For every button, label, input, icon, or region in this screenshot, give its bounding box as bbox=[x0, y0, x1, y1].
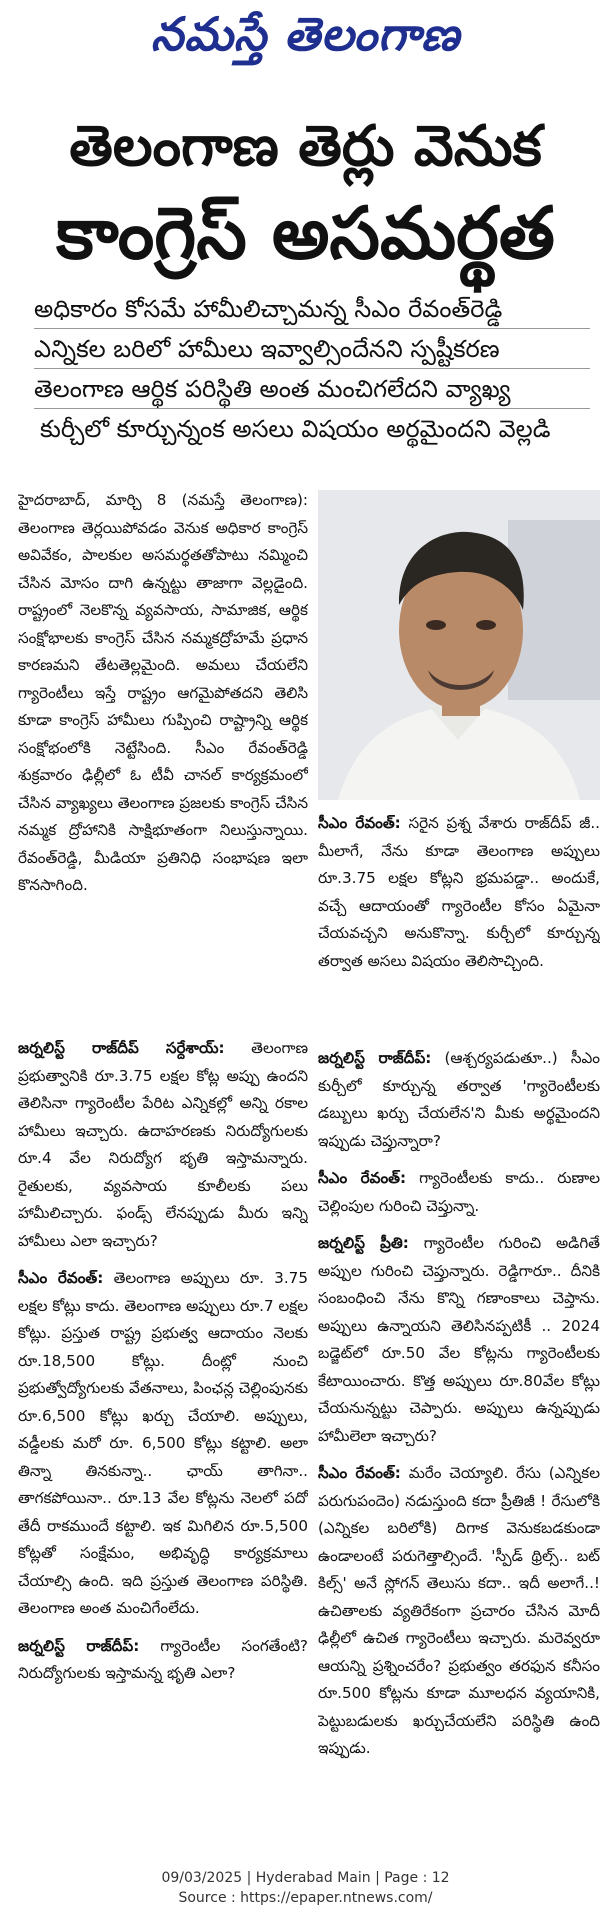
speaker-label: సీఎం రేవంత్: bbox=[18, 1269, 104, 1287]
speaker-label: జర్నలిస్ట్ ప్రీతి: bbox=[318, 1234, 409, 1252]
qa-text: గ్యారెంటీలకు కాదు.. రుణాల చెల్లింపుల గురించి చెప్తున్నా. bbox=[318, 1169, 600, 1215]
speaker-label: జర్నలిస్ట్ రాజ్‌దీప్: bbox=[318, 1049, 432, 1067]
answer-block bbox=[318, 810, 600, 975]
qa-text: (ఆశ్చర్యపడుతూ..) సీఎం కుర్చీలో కూర్చున్న తర్వాత 'గ్యారెంటీలకు డబ్బులు ఖర్చు చేయలేన'ని మీకు అర్థమైందని ఇప్పుడు చెప్తున్నారా? bbox=[318, 1049, 600, 1150]
masthead-logo: నమస్తే తెలంగాణ bbox=[150, 7, 461, 61]
right-qa-column bbox=[318, 1045, 600, 1815]
right-top-column bbox=[318, 810, 600, 1040]
answer-text: సరైన ప్రశ్న వేశారు రాజ్‌దీప్ జీ.. మీలాగే, నేను కూడా తెలంగాణ అప్పులు రూ.3.75 లక్షల కోట్లని భ్రమపడ్డా.. అందుకే, వచ్చే ఆదాయంతో గ్యారెంటీల కోసం ఏమైనా చేయవచ్చని అనుకొన్నా. కుర్చీలో కూర్చున్న తర్వాత అసలు విషయం తెలిసొచ్చింది. bbox=[318, 814, 600, 970]
subhead-1: అధికారం కోసమే హామీలిచ్చామన్న సీఎం రేవంత్‌రెడ్డి bbox=[34, 290, 590, 329]
footer-date-line: 09/03/2025 | Hyderabad Main | Page : 12 bbox=[161, 1870, 450, 1886]
qa-block bbox=[318, 1460, 600, 1763]
left-qa-column bbox=[18, 1035, 308, 1815]
qa-text: మరేం చెయ్యాలి. రేసు (ఎన్నికల పరుగుపందెం) నడుస్తుంది కదా ప్రీతిజీ ! రేసులోకి (ఎన్నికల బరిలోకి) దిగాక వెనుకబడకుండా ఉండాలంటే పరుగెత్తాల్సిందే. 'స్పీడ్ థ్రిల్స్.. బట్ కిల్స్' అనే స్లోగన్ తెలుసు కదా.. ఇదీ అలాగే..! ఉచితాలకు వ్యతిరేకంగా ప్రచారం చేసిన మోదీ ఢిల్లీలో ఉచిత గ్యారెంటీలు ఇచ్చారు. మరెవ్వరూ ఆయన్ని ప్రశ్నించరేం? ప్రభుత్వం తరఫున కనీసం రూ.500 కోట్లను కూడా మూలధన వ్యయానికి, పెట్టుబడులకు ఖర్చుచేయలేని పరిస్థితి ఉంది ఇప్పుడు. bbox=[318, 1464, 600, 1757]
portrait-illustration bbox=[318, 490, 600, 800]
speaker-label: జర్నలిస్ట్ రాజ్‌దీప్: bbox=[18, 1636, 140, 1655]
intro-paragraph: హైదరాబాద్, మార్చి 8 (నమస్తే తెలంగాణ): తెలంగాణ తెర్లయిపోవడం వెనుక అధికార కాంగ్రెస్ అవివేకం, పాలకుల అసమర్థతతోపాటు నమ్మించి చేసిన మోసం దాగి ఉన్నట్టు తాజాగా వెల్లడైంది. రాష్ట్రంలో నెలకొన్న వ్యవసాయ, సామాజిక, ఆర్థిక సంక్షోభాలకు కాంగ్రెస్ చేసిన నమ్మకద్రోహమే ప్రధాన కారణమని తేటతెల్లమైంది. అమలు చేయలేని గ్యారెంటీలు ఇస్తే రాష్ట్రం ఆగమైపోతదని తెలిసి కూడా కాంగ్రెస్ హామీలు గుప్పించి రాష్ట్రాన్ని ఆర్థిక సంక్షోభంలోకి నెట్టేసింది. సీఎం రేవంత్‌రెడ్డి శుక్రవారం ఢిల్లీలో ఓ టీవీ చానల్ కార్యక్రమంలో చేసిన వ్యాఖ్యలు తెలంగాణ ప్రజలకు కాంగ్రెస్ చేసిన నమ్మక ద్రోహానికి సాక్షిభూతంగా నిలుస్తున్నాయి. రేవంత్‌రెడ్డి, మీడియా ప్రతినిధి సంభాషణ ఇలా కొనసాగింది. bbox=[18, 491, 308, 894]
speaker-label: సీఎం రేవంత్: bbox=[318, 814, 401, 832]
footer-source-line: Source : https://epaper.ntnews.com/ bbox=[178, 1890, 433, 1906]
headline-line-1: తెలంగాణ తెర్లు వెనుక bbox=[69, 114, 542, 179]
subhead-2: ఎన్నికల బరిలో హామీలు ఇవ్వాల్సిందేనని స్పష్టీకరణ bbox=[34, 330, 590, 369]
qa-block bbox=[18, 1633, 308, 1688]
qa-block bbox=[318, 1045, 600, 1155]
qa-text: తెలంగాణ ప్రభుత్వానికి రూ.3.75 లక్షల కోట్ల అప్పు ఉందని తెలిసినా గ్యారెంటీల పేరిట ఎన్నికల్లో అన్ని రకాల హామీలు ఇచ్చారు. ఉదాహరణకు నిరుద్యోగులకు రూ.4 వేల నిరుద్యోగ భృతి ఇస్తామన్నారు. రైతులకు, వ్యవసాయ కూలీలకు పలు హామీలిచ్చారు. ఫండ్స్ లేనప్పుడు మీరు ఇన్ని హామీలు ఎలా ఇచ్చారు? bbox=[18, 1039, 308, 1250]
qa-block bbox=[318, 1165, 600, 1220]
qa-text: తెలంగాణ అప్పులు రూ. 3.75 లక్షల కోట్లు కాదు. తెలంగాణ అప్పులు రూ.7 లక్షల కోట్లు. ప్రస్తుత రాష్ట్ర ప్రభుత్వ ఆదాయం నెలకు రూ.18,500 కోట్లు. దీంట్లో నుంచి ప్రభుత్వోద్యోగులకు వేతనాలు, పింఛన్ల చెల్లింపునకు రూ.6,500 కోట్లు ఖర్చు చేయాలి. అప్పులు, వడ్డీలకు మరో రూ. 6,500 కోట్లు కట్టాలి. అలా తిన్నా తినకున్నా.. ఛాయ్ తాగినా.. తాగకపోయినా.. రూ.13 వేల కోట్లను నెలలో పదో తేదీ రాకముందే కట్టాలి. ఇక మిగిలిన రూ.5,500 కోట్లతో సంక్షేమం, అభివృద్ధి కార్యక్రమాలు చేయాల్సి ఉంది. ఇది ప్రస్తుత తెలంగాణ పరిస్థితి. తెలంగాణ అంత మంచిగేంలేదు. bbox=[18, 1269, 308, 1617]
qa-text: గ్యారెంటీల గురించి అడిగితే అప్పుల గురించి చెప్తున్నారు. రెడ్డిగారూ.. దీనికి సంబంధించి నేను కొన్ని గణాంకాలు చెప్తాను. అప్పులు ఉన్నాయని తెలిసినప్పటికీ .. 2024 బడ్జెట్‌లో రూ.50 వేల కోట్లను గ్యారెంటీలకు కేటాయించారు. కొత్త అప్పులు రూ.80వేల కోట్లు చేయనున్నట్టు చెప్పారు. అప్పులు ఉన్నప్పుడు హామీలెలా ఇచ్చారు? bbox=[318, 1234, 600, 1445]
intro-column bbox=[18, 487, 308, 1012]
speaker-label: సీఎం రేవంత్: bbox=[318, 1169, 407, 1187]
subhead-3: తెలంగాణ ఆర్థిక పరిస్థితి అంత మంచిగలేదని వ్యాఖ్య bbox=[34, 370, 590, 409]
headline-line-2: కాంగ్రెస్ అసమర్థత bbox=[56, 191, 555, 275]
qa-block bbox=[18, 1035, 308, 1255]
qa-block bbox=[18, 1265, 308, 1623]
subhead-4: కుర్చీలో కూర్చున్నంక అసలు విషయం అర్థమైందని వెల్లడి bbox=[40, 415, 551, 443]
qa-block bbox=[318, 1230, 600, 1450]
speaker-label: జర్నలిస్ట్ రాజ్‌దీప్ సర్దేశాయ్: bbox=[18, 1039, 225, 1057]
person-photo bbox=[318, 490, 600, 800]
speaker-label: సీఎం రేవంత్: bbox=[318, 1464, 401, 1482]
qa-text: గ్యారెంటీల సంగతేంటి? నిరుద్యోగులకు ఇస్తామన్న భృతి ఎలా? bbox=[18, 1636, 308, 1682]
